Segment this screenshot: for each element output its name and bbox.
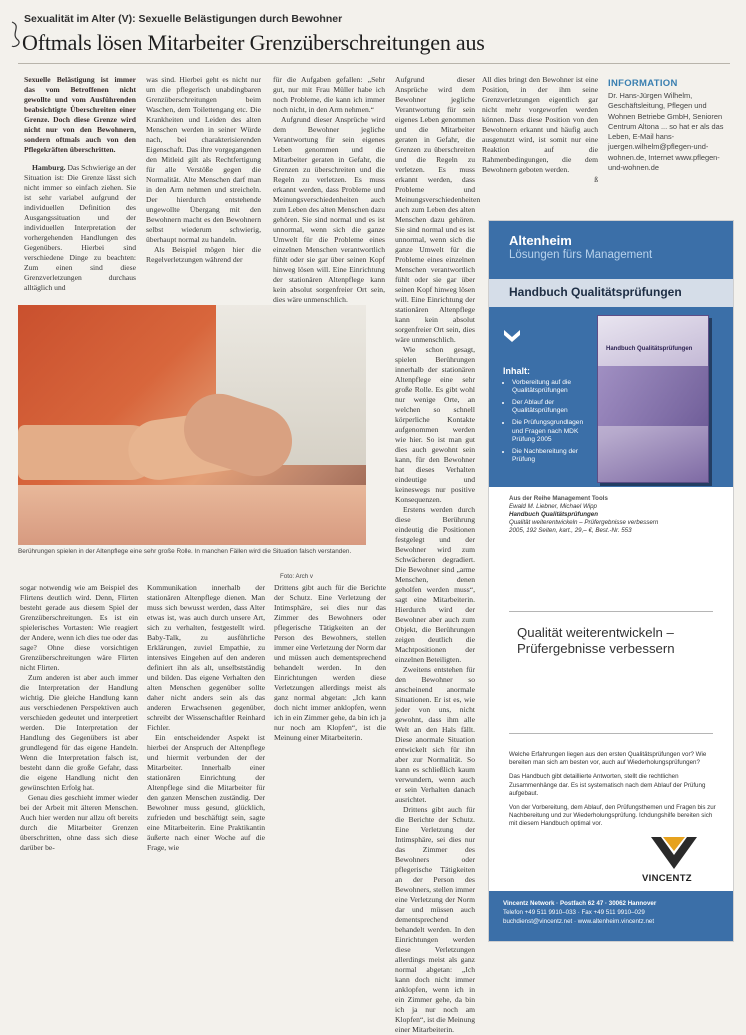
- article-paragraph: Zweitens entstehen für den Bewohner so anscheinend anormale Situationen. Er ist es, wie jeder von uns, nicht gewohnt, dass ihm alle Welt an den Hals fällt. Diese anormale Situation entwickelt sich für ihn aber zur Normalität. So kann es schließlich kaum verwundern, wenn auch er sein Verhalten danach ausrichtet.: [395, 665, 475, 804]
- ad-book-specs: 2005, 192 Seiten, kart., 29,– €, Best.-Nr. 553: [509, 527, 632, 534]
- ad-authors: Ewald M. Liebner, Michael Wipp: [509, 503, 597, 510]
- book-advertisement[interactable]: [488, 220, 734, 942]
- article-paragraph: Erstens werden durch diese Berührung eindeutig die Positionen festgelegt und der Bewohner wird zum Schwächeren degradiert. Die Bewohner sind „arme Menschen, denen geholfen werden muss“, sagt eine Mitarbeiterin. Hierdurch wird der Bewohner aber auch zum Objekt, die Berührungen zeigen deutlich die Machtpositionen der einzelnen Beteiligten.: [395, 505, 475, 664]
- article-photo: [18, 305, 366, 545]
- photo-caption: Berührungen spielen in der Altenpflege eine sehr große Rolle. In manchen Fällen wird die Situation falsch verstanden.: [18, 548, 352, 555]
- article-paragraph: Drittens gibt auch für die Berichte der Schutz. Eine Verletzung der Intimsphäre, sei dies nur das Zimmer des Bewohners oder pflegerische Tätigkeiten an der Person des Bewohners, stellen immer eine Verletzung der Norm dar und müssen auch dementsprechend behandelt werden. In den Einrichtungen werden diese Verletzungen allerdings meist als ganz normal abgetan: „Ich kann doch nicht immer anklopfen, wenn ich in ein Zimmer gehe, da bin ich ja nur noch am Klopfen“, ist die Meinung einer Mitarbeiterin.: [274, 583, 386, 742]
- ad-brand: Altenheim: [509, 233, 572, 248]
- article-paragraph: Genau dies geschieht immer wieder bei der Arbeit mit älteren Menschen. Auch hier werden nur allzu oft bereits durch die Mitarbeiter Grenzen überschritten, ohne dass sich diese darüber be-: [20, 793, 138, 852]
- ad-contents-item: • Die Prüfungsgrundlagen und Fragen nach MDK Prüfung 2005: [512, 419, 593, 445]
- book-cover-image: [597, 315, 709, 483]
- ad-body-paragraph: Von der Vorbereitung, dem Ablauf, den Prüfungsthemen und Fragen bis zur Nachbereitung und zur Wiederholungsprüfung. Ichdungshilfe bereiten sich mit diesem Handbuch optimal vor.: [509, 804, 716, 828]
- ad-contents-item: • Vorbereitung auf die Qualitätsprüfungen: [512, 379, 593, 396]
- article-paragraph: Ein entscheidender Aspekt ist hierbei der Anspruch der Altenpflege und hiermit verbunden der der Mitarbeiter. Innerhalb einer stationären Einrichtung der Altenpflege sind die Mitarbeiter für den ganzen Menschen zuständig. Der Bewohner muss gesund, glücklich, zufrieden und beschäftigt sein, sagte eine Mitarbeiterin. Eine Praktikantin äußerte nach einer Woche auf die Frage, wie: [147, 733, 265, 852]
- article-column-3-top: [273, 75, 385, 308]
- article-paragraph: für die Aufgaben gefallen: „Sehr gut, nur mit Frau Müller habe ich noch Probleme, die kann ich immer noch nicht, in den Arm nehmen.“: [273, 75, 385, 114]
- article-column-3: [395, 75, 481, 1034]
- ad-series: Aus der Reihe Management Tools: [509, 495, 608, 502]
- ad-book-details: [509, 495, 719, 535]
- article-paragraph: Als Beispiel mögen hier die Regelverletzungen während der: [146, 245, 261, 264]
- ad-book-title-band: [489, 279, 733, 307]
- article-column-3-bottom: [274, 583, 386, 943]
- headline-rule: [18, 63, 730, 64]
- ad-body-paragraph: Das Handbuch gibt detaillierte Antworten, stellt die rechtlichen Zusammenhänge dar. Es ist systematisch nach dem Ablauf der Prüfung aufgebaut.: [509, 773, 706, 797]
- ad-headline: Qualität weiterentwickeln – Prüfergebnisse verbessern: [517, 625, 675, 656]
- info-title: INFORMATION: [608, 78, 678, 89]
- article-column-2-top: [146, 75, 261, 265]
- article-column-4: [482, 75, 598, 185]
- ad-footer-contact[interactable]: buchdienst@vincentz.net · www.altenheim.vincentz.net: [503, 918, 655, 925]
- ad-contents-heading: Inhalt:: [503, 366, 530, 376]
- article-column-1-top: [24, 75, 136, 293]
- ad-contents-item: • Die Nachbereitung der Prüfung: [512, 448, 593, 465]
- ad-book-subtitle: Qualität weiterentwickeln – Prüfergebnisse verbessern: [509, 519, 659, 526]
- ad-book-title: Handbuch Qualitätsprüfungen: [509, 285, 682, 299]
- ad-brand-sub: Lösungen fürs Management: [509, 249, 653, 261]
- article-paragraph: sogar notwendig wie am Beispiel des Flirtens deutlich wird. Denn, Flirten besteht gerade aus diesem Spiel der Grenzüberschreitungen. Es ist ein spielerisches Vortasten: Wie reagiert der Andere, wenn ich dies tue oder das sage? Ohne diese vorsichtigen Grenzüberschreitungen wäre Flirten nicht Flirten.: [20, 583, 138, 672]
- article-lead: Sexuelle Belästigung ist immer das vom Betroffenen nicht gewollte und vom Ausführenden beabsichtigte Überschreiten einer Grenze. Doch diese Grenze wird nicht nur von den Bewohnern, sondern oftmals auch von den Pflegekräften überschritten.: [24, 75, 136, 154]
- article-paragraph: All dies bringt den Bewohner ist eine Position, in der ihm seine Grenzverletzungen eigentlich gar nicht mehr vorgeworfen werden können. Dass diese Position von den Bewohnern erkannt und häufig auch ausgenutzt wird, ist somit nur eine Reaktion auf die Rahmenbedingungen, die dem Bewohnern geboten werden.: [482, 75, 598, 174]
- article-headline: Oftmals lösen Mitarbeiter Grenzüberschreitungen aus: [22, 30, 485, 55]
- article-paragraph: Zum anderen ist aber auch immer die Interpretation der Handlung wichtig. Die gleiche Handlung kann aus verschiedenen Perspektiven auch verschieden gedeutet und interpretiert werden. Die Interpretation der Handlung des Gegenübers ist aber grundlegend für das eigene Handeln. Wenn die Interpretation falsch ist, besteht dann die große Gefahr, dass die eigene Handlung nicht den gewünschten Erfolg hat.: [20, 673, 138, 792]
- info-text: Dr. Hans-Jürgen Wilhelm, Geschäftsleitung, Pflegen und Wohnen Betriebe GmbH, Senioren Centrum Altona ... so hat er als das Leben, E-Mail hans-juergen.wilhelm@pflegen-und-wohnen.de, Internet www.pflegen-und-wohnen.de: [608, 91, 724, 173]
- end-mark: ß: [594, 175, 598, 184]
- article-paragraph: Wie schon gesagt, spielen Berührungen innerhalb der stationären Altenpflege eine sehr große Rolle. Es gibt wohl nur wenige Orte, an welchen so schnell körperliche Kontakte aufgenommen werden wie hier. So ist man gut dies auch gewohnt sein kann, für den Bewohner hat dieses Verhalten eindeutige und keineswegs nur positive Konsequenzen.: [395, 345, 475, 504]
- article-kicker: Sexualität im Alter (V): Sexuelle Belästigungen durch Bewohner: [24, 13, 343, 25]
- article-paragraph: Aufgrund dieser Ansprüche wird dem Bewohner jegliche Verantwortung für sein eigenes Leben genommen und die Mitarbeiter geraten in Gefahr, die Grenzen zu überschreiten und die Regeln zu verletzen. Es muss erkannt werden, dass Probleme und Meinungsverschiedenheiten auch zum Leben des alten Menschen dazu gehören. Sie sind normal und es ist unnormal, wenn sich die ganze Umwelt für die Probleme eines einzelnen Menschen verantwortlich fühlt oder sie gar über seinen Kopf hinweg lösen will. Eine Einrichtung der stationären Altenpflege kann kein absolut sorgenfreier Ort sein, dies wäre unmenschlich.: [395, 75, 481, 344]
- ad-header: [489, 221, 733, 279]
- article-column-2-bottom: [147, 583, 265, 943]
- ad-contents-item: • Der Ablauf der Qualitätsprüfungen: [512, 399, 593, 416]
- article-paragraph: was sind. Hierbei geht es nicht nur um die pflegerisch unabdingbaren Grenzüberschreitungen beim Waschen, dem Toilettengang etc. Die Krankheiten und Leiden des alten Menschen werden in seiner Würde nach, bei charakterisierenden Eigenschaft. Das ihre vorgegangenen den Mitleid gilt als Rechtfertigung für alle Verstöße gegen die Normalität. Alte Menschen darf man in den Arm nehmen und streicheln. Der hierdurch entstehende ungewollte Übergang mit den Bewohnern macht es den Bewohnern selbst wiederum schwierig, überhaupt normal zu handeln.: [146, 75, 261, 244]
- article-paragraph: Das Schwierige an der Situation ist: Die Grenze lässt sich nicht immer so einfach ziehen. Sie ist sehr variabel aufgrund der individuellen Definition des Ausgangssituation und der individuellen Interpretation der vorhergehenden Handlungen des Gegenübers. Hierbei sind verschiedene Dinge zu beachten: Zum einen sind diese Grenzverletzungen durchaus alltäglich und: [24, 163, 136, 292]
- ad-body-paragraph: Welche Erfahrungen liegen aus den ersten Qualitätsprüfungen vor? Wie bereiten man sich am besten vor, auch auf Wiederholungsprüfungen?: [509, 751, 707, 767]
- book-cover-title: Handbuch Qualitätsprüfungen: [606, 346, 693, 352]
- article-paragraph: Drittens gibt auch für die Berichte der Schutz. Eine Verletzung der Intimsphäre, sei dies nur das Zimmer des Bewohners oder pflegerische Tätigkeiten an der Person des Bewohners, stellen immer eine Verletzung der Norm dar und müssen auch dementsprechend behandelt werden. In den Einrichtungen werden diese Verletzungen allerdings meist als ganz normal abgetan: „Ich kann doch nicht immer anklopfen, wenn ich in ein Zimmer gehe, da bin ich ja nur noch am Klopfen“, ist die Meinung einer Mitarbeiterin.: [395, 805, 475, 1034]
- article-paragraph: Aufgrund dieser Ansprüche wird dem Bewohner jegliche Verantwortung für sein eigenes Leben genommen und die Mitarbeiter geraten in Gefahr, die Grenzen zu überschreiten und die Regeln zu verletzen. Es muss erkannt werden, dass Probleme und Meinungsverschiedenheiten auch zum Leben des alten Menschen dazu gehören. Sie sind normal und es ist unnormal, wenn sich die ganze Umwelt für die Probleme eines einzelnen Menschen verantwortlich fühlt oder sie gar über seinen Kopf hinweg lösen will. Eine Einrichtung der stationären Altenpflege kann kein absolut sorgenfreier Ort sein, dies wäre unmenschlich.: [273, 115, 385, 304]
- ad-divider: [509, 611, 713, 612]
- ad-book-line: Handbuch Qualitätsprüfungen: [509, 511, 599, 518]
- vincentz-logo-icon: [649, 833, 699, 873]
- ad-footer-address: Vincentz Network · Postfach 62 47 · 30062 Hannover: [503, 900, 657, 907]
- ad-body: [509, 751, 719, 835]
- photo-credit: Foto: Arch v: [280, 573, 314, 580]
- ad-main-panel: [489, 307, 733, 487]
- chevron-down-icon: [503, 327, 521, 345]
- ad-footer: [489, 891, 733, 941]
- article-paragraph: Kommunikation innerhalb der stationären Altenpflege dienen. Man muss sich bewusst werden, dass Alter etwas ist, was auch durch unsere Art, sich zu verhalten, festgestellt wird. Baby-Talk, zu ausführliche Erklärungen, zuviel Empathie, zu intensives Eingehen auf den anderen definiert ihn als alt, unselbstständig und bilden. Das eigene Verhalten den alten Menschen gegenüber sollte daher nicht anders sein als das anderen Erwachsenen gegenüber, schreibt der Wissenschaftler Reinhard Fichler.: [147, 583, 265, 732]
- ad-footer-phone: Telefon +49 511 9910–033 · Fax +49 511 9910–029: [503, 909, 645, 916]
- vendor-name: VINCENTZ: [642, 873, 692, 884]
- dateline: Hamburg.: [32, 163, 66, 172]
- ad-divider: [509, 733, 713, 734]
- ad-contents: [503, 367, 593, 468]
- article-column-1-bottom: [20, 583, 138, 943]
